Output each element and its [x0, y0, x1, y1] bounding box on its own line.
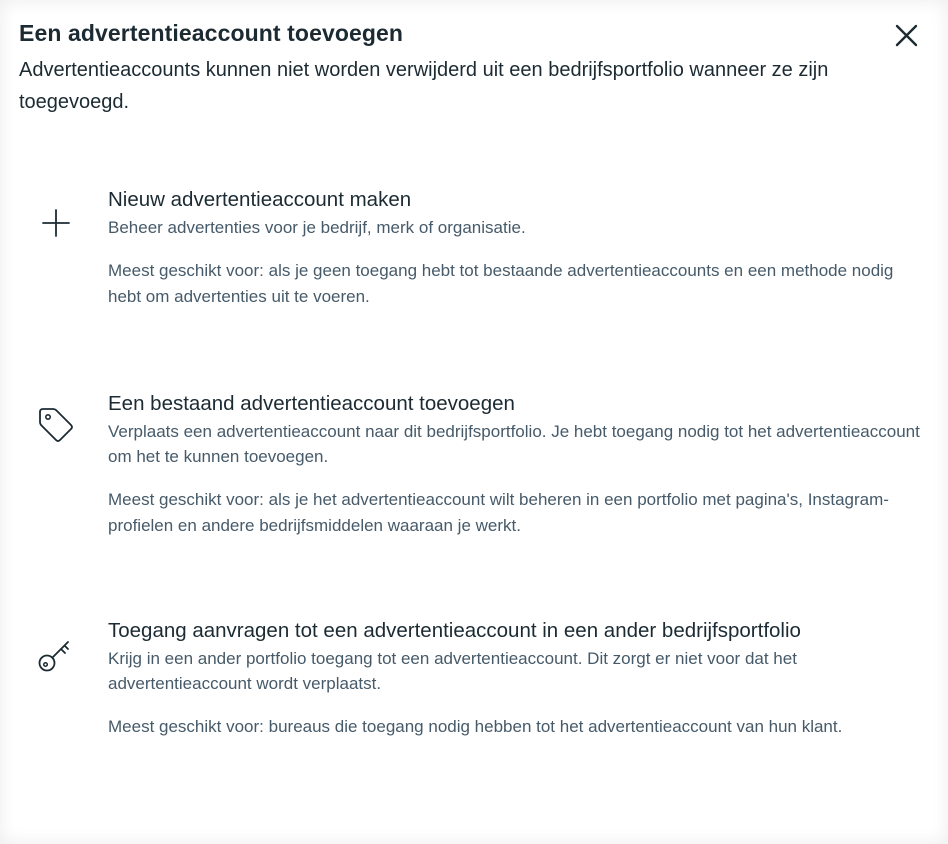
- tag-icon: [36, 405, 76, 445]
- option-title: Toegang aanvragen tot een advertentieaccount in een ander bedrijfsportfolio: [108, 619, 801, 642]
- option-add-existing-ad-account[interactable]: [0, 391, 948, 551]
- option-best-for: Meest geschikt voor: als je geen toegang hebt tot bestaande advertentieaccounts en een methode nodig hebt om advertenties uit te voeren.: [108, 261, 894, 306]
- dialog-subtitle: Advertentieaccounts kunnen niet worden verwijderd uit een bedrijfsportfolio wanneer ze zijn toegevoegd.: [19, 59, 829, 113]
- option-text: [108, 187, 923, 310]
- option-request-access-ad-account[interactable]: [0, 618, 948, 778]
- option-description: Verplaats een advertentieaccount naar dit bedrijfsportfolio. Je hebt toegang nodig tot het advertentieaccount om het te kunnen toevoegen.: [108, 422, 920, 466]
- option-text: [108, 391, 923, 539]
- close-button[interactable]: [890, 20, 922, 52]
- option-best-for: Meest geschikt voor: bureaus die toegang nodig hebben tot het advertentieaccount van hun klant.: [108, 717, 843, 736]
- option-description: Beheer advertenties voor je bedrijf, merk of organisatie.: [108, 218, 526, 237]
- plus-icon: [36, 203, 76, 243]
- key-icon: [36, 634, 76, 674]
- option-title: Een bestaand advertentieaccount toevoegen: [108, 392, 515, 415]
- dialog-title: Een advertentieaccount toevoegen: [19, 20, 404, 46]
- option-text: [108, 618, 923, 740]
- option-create-new-ad-account[interactable]: [0, 187, 948, 317]
- option-title: Nieuw advertentieaccount maken: [108, 188, 412, 211]
- option-description: Krijg in een ander portfolio toegang tot een advertentieaccount. Dit zorgt er niet voor dat het advertentieaccount wordt verplaatst.: [108, 649, 797, 693]
- option-best-for: Meest geschikt voor: als je het advertentieaccount wilt beheren in een portfolio met pagina's, Instagram-profielen en andere bedrijfsmiddelen waaraan je werkt.: [108, 490, 889, 535]
- close-icon: [890, 20, 922, 52]
